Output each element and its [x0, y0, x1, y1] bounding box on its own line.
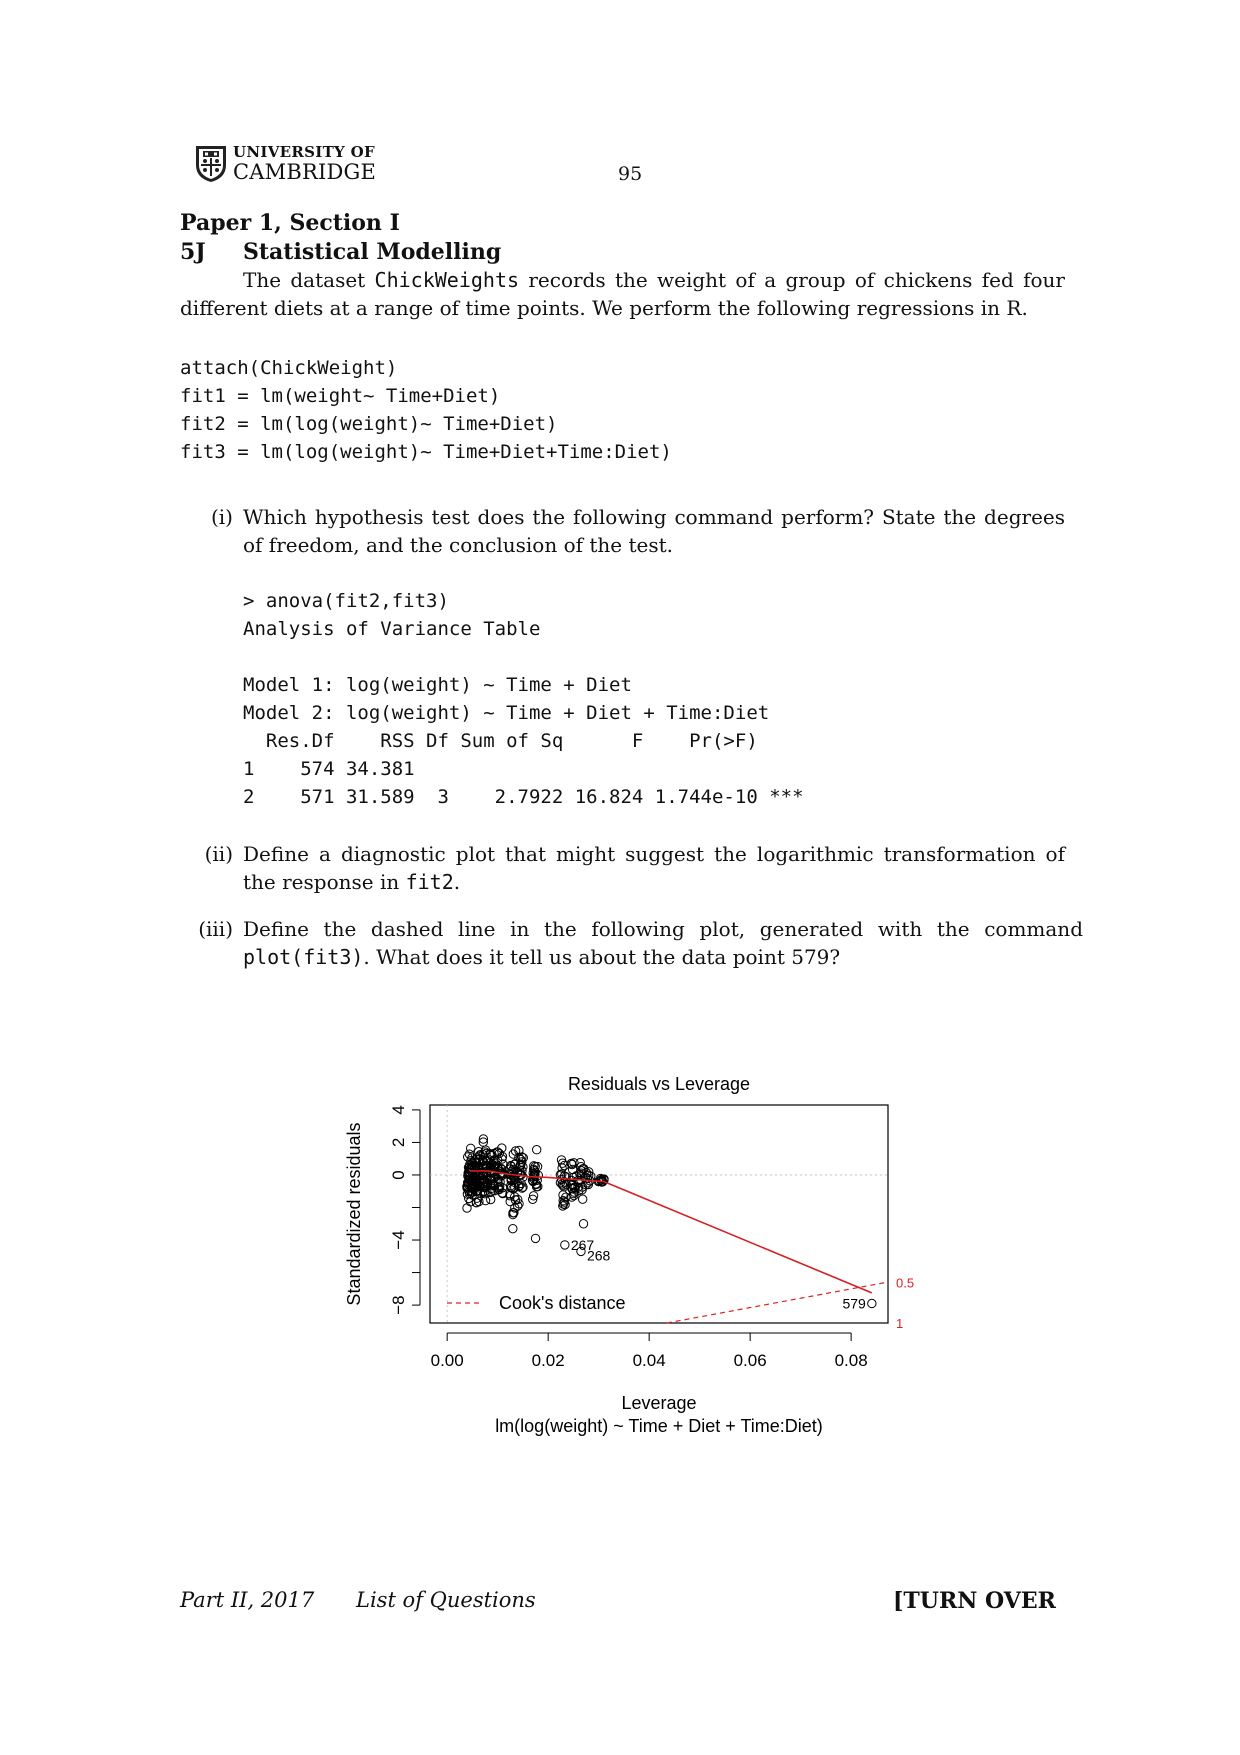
x-tick-label: 0.02 [531, 1351, 565, 1370]
grid [430, 1105, 888, 1323]
part-iii-text-after: . What does it tell us about the data point 579? [363, 945, 841, 969]
x-tick-label: 0.04 [632, 1351, 666, 1370]
data-points [463, 1135, 876, 1308]
data-point [531, 1234, 539, 1242]
y-tick-label: −4 [389, 1230, 408, 1250]
part-ii-label: (ii) [204, 842, 233, 866]
part-i-label: (i) [210, 505, 233, 529]
code-line: fit1 = lm(weight~ Time+Diet) [180, 385, 501, 407]
part-iii-code: plot(fit3) [243, 945, 364, 969]
smooth-line [470, 1171, 872, 1293]
university-name-line1: UNIVERSITY OF [233, 143, 375, 161]
part-iii-label: (iii) [198, 917, 233, 941]
data-point [467, 1144, 475, 1152]
question-title: Statistical Modelling [243, 239, 502, 265]
x-tick-label: 0.06 [733, 1351, 767, 1370]
anova-line: 1 574 34.381 [243, 758, 415, 780]
anova-line: Analysis of Variance Table [243, 618, 541, 640]
point-label: 268 [586, 1247, 611, 1264]
footer-part-year: Part II, 2017 [180, 1588, 315, 1612]
y-tick-label: 0 [389, 1170, 408, 1180]
y-tick-label: 4 [389, 1105, 408, 1115]
data-point [509, 1224, 517, 1232]
part-ii-text-before: Define a diagnostic plot that might suggest the logarithmic transformation of the response in [243, 842, 1065, 894]
point-label: 579 [842, 1295, 866, 1312]
part-ii-text-after: . [453, 870, 461, 894]
x-axis [431, 1333, 868, 1370]
data-point [463, 1204, 471, 1212]
y-tick-label: −8 [389, 1295, 408, 1315]
question-number: 5J [180, 239, 206, 265]
anova-line: Model 2: log(weight) ~ Time + Diet + Time:Diet [243, 702, 770, 724]
anova-line: Model 1: log(weight) ~ Time + Diet [243, 674, 632, 696]
paper-section-heading: Paper 1, Section I [180, 210, 400, 236]
x-tick-label: 0.00 [430, 1351, 464, 1370]
footer-turn-over: [TURN OVER [893, 1588, 1056, 1614]
anova-line: Res.Df RSS Df Sum of Sq F Pr(>F) [243, 730, 758, 752]
data-point [579, 1220, 587, 1228]
x-tick-label: 0.08 [834, 1351, 868, 1370]
labelled-data-point [561, 1241, 569, 1249]
legend-label: Cook's distance [499, 1293, 626, 1313]
y-axis [389, 1105, 420, 1315]
plot-frame [430, 1105, 888, 1323]
chart-subtitle: lm(log(weight) ~ Time + Diet + Time:Diet) [495, 1416, 823, 1436]
intro-text-before: The dataset [243, 268, 375, 292]
smooth-line-group [470, 1171, 872, 1293]
data-point [533, 1146, 541, 1154]
intro-text-after: records the weight of a group of chickens fed four different diets at a range of time points. We perform the following regressions in R. [180, 268, 1065, 320]
plot-area [430, 1105, 888, 1323]
code-line: fit3 = lm(log(weight)~ Time+Diet+Time:Diet) [180, 441, 672, 463]
part-iii-text-before: Define the dashed line in the following plot, generated with the command [243, 917, 1083, 941]
dataset-name: ChickWeights [374, 268, 520, 292]
code-line: attach(ChickWeight) [180, 357, 398, 379]
y-axis-label: Standardized residuals [344, 1122, 364, 1306]
code-line: fit2 = lm(log(weight)~ Time+Diet) [180, 413, 558, 435]
data-point [579, 1195, 587, 1203]
part-ii-code: fit2 [405, 870, 454, 894]
legend [447, 1293, 626, 1313]
point-label: 267 [570, 1236, 595, 1253]
footer-list-of-questions: List of Questions [356, 1588, 536, 1612]
cooks-contour-label: 1 [896, 1316, 904, 1331]
part-i-text: Which hypothesis test does the following command perform? State the degrees of freedom, and the conclusion of the test. [243, 505, 1065, 557]
x-axis-label: Leverage [621, 1393, 697, 1413]
university-name-line2: CAMBRIDGE [233, 160, 377, 184]
chart-title: Residuals vs Leverage [567, 1074, 751, 1094]
page-number: 95 [618, 163, 643, 185]
anova-line: > anova(fit2,fit3) [243, 590, 449, 612]
cooks-contour-label: 0.5 [896, 1275, 915, 1291]
anova-line: 2 571 31.589 3 2.7922 16.824 1.744e-10 *** [243, 786, 804, 808]
y-tick-label: 2 [389, 1137, 408, 1148]
labelled-data-point [868, 1299, 876, 1307]
